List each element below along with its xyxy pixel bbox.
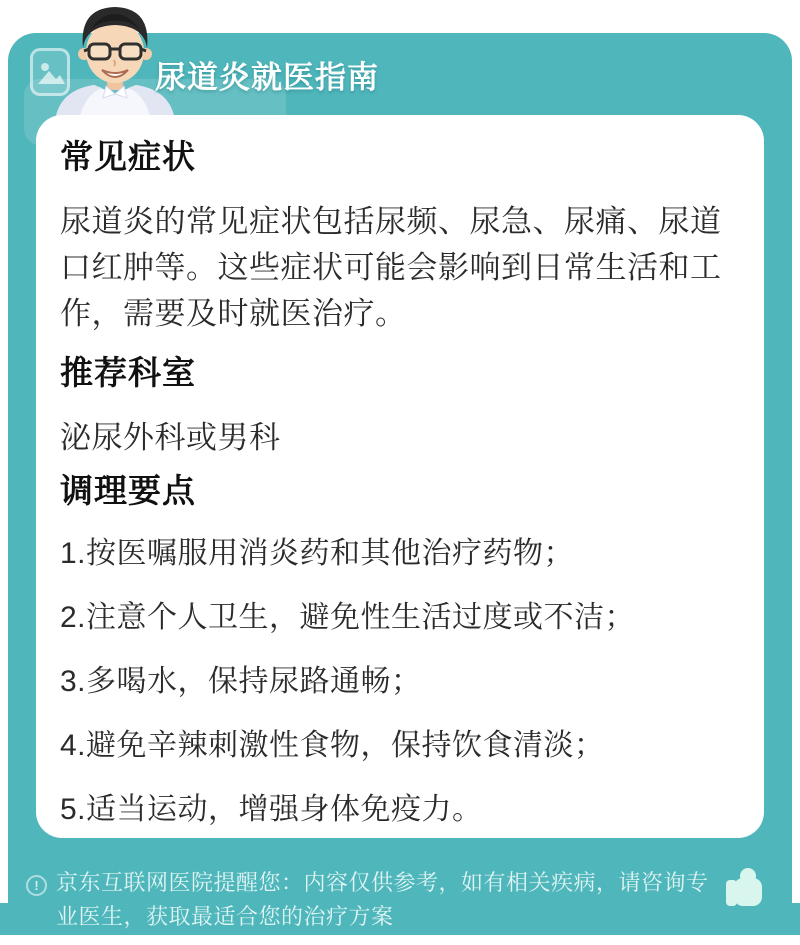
disclaimer-footer (26, 866, 774, 934)
care-points-list (60, 533, 740, 831)
page-title: 尿道炎就医指南 (155, 60, 379, 95)
thumbs-up-icon[interactable] (724, 868, 768, 908)
bottom-page-margin (0, 935, 800, 945)
care-list-item-1: 1.按医嘱服用消炎药和其他治疗药物； (60, 537, 575, 570)
care-list-item-4: 4.避免辛辣刺激性食物，保持饮食清淡； (60, 729, 605, 762)
section-body-department: 泌尿外科或男科 (60, 420, 281, 455)
care-list-item-3: 3.多喝水，保持尿路通畅； (60, 665, 422, 698)
disclaimer-text: 京东互联网医院提醒您：内容仅供参考，如有相关疾病，请咨询专业医生，获取最适合您的治疗方案 (56, 870, 709, 929)
section-heading-department: 推荐科室 (60, 354, 196, 391)
care-list-item-5: 5.适当运动，增强身体免疫力。 (60, 793, 483, 826)
section-heading-symptoms: 常见症状 (60, 138, 196, 175)
section-heading-care-points: 调理要点 (60, 472, 196, 509)
care-list-item-2: 2.注意个人卫生，避免性生活过度或不洁； (60, 601, 636, 634)
thumb-bump (740, 868, 756, 884)
info-icon: ! (26, 875, 47, 896)
content-card (36, 115, 764, 838)
section-body-symptoms: 尿道炎的常见症状包括尿频、尿急、尿痛、尿道口红肿等。这些症状可能会影响到日常生活和工作，需要及时就医治疗。 (60, 204, 722, 331)
